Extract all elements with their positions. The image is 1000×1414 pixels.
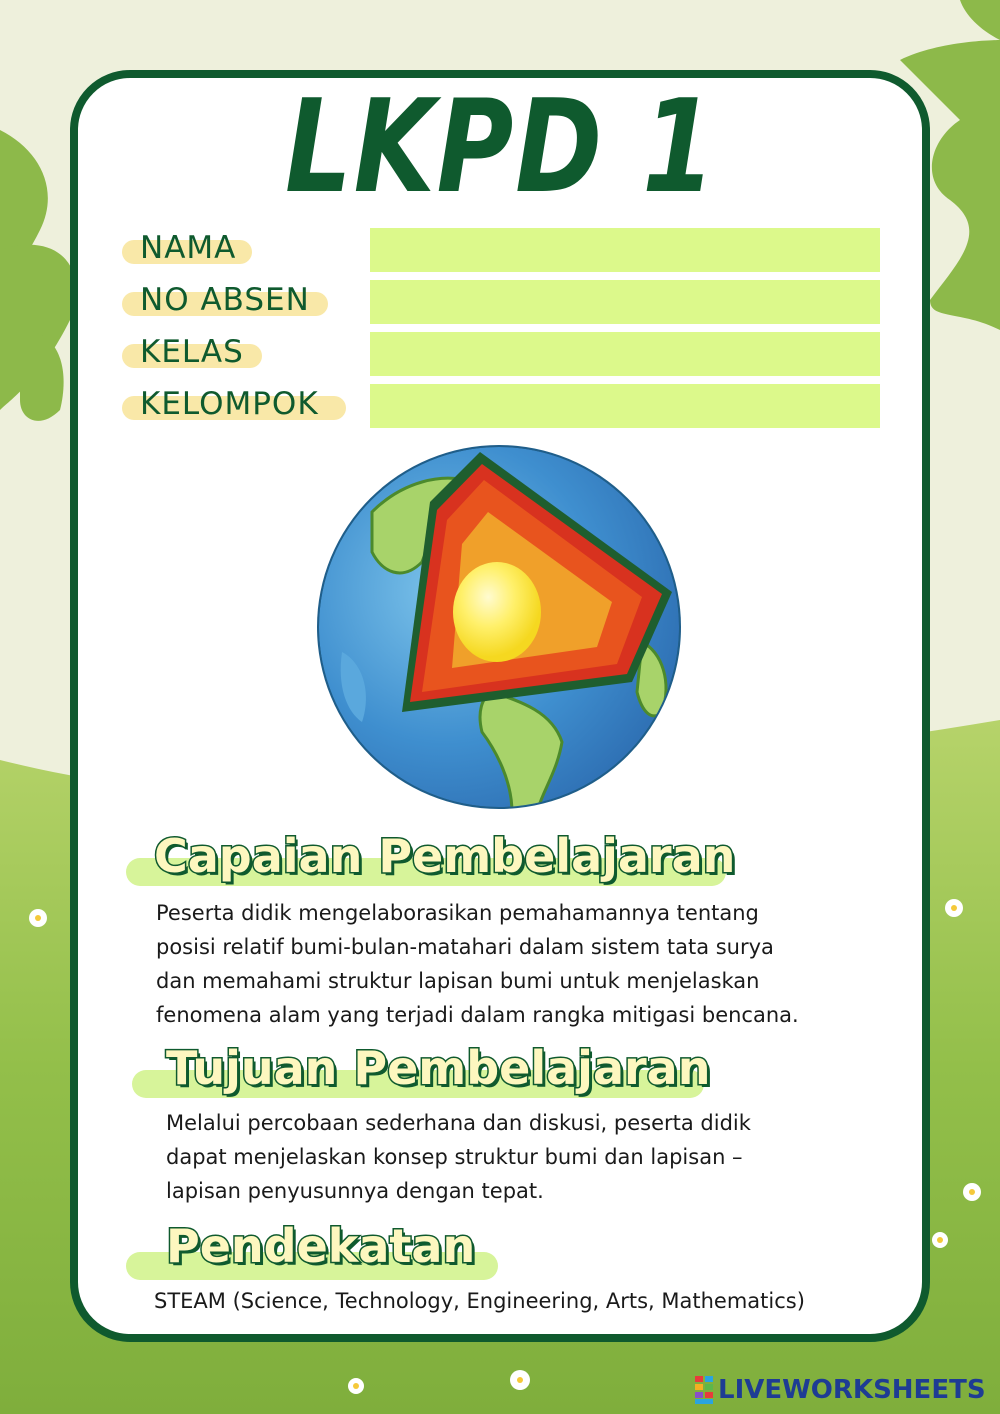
text-line: lapisan penyusunnya dengan tepat. — [166, 1179, 544, 1203]
capaian-title: Capaian Pembelajaran — [154, 829, 736, 883]
field-label-kelompok: KELOMPOK — [140, 386, 319, 422]
text-line: dan memahami struktur lapisan bumi untuk menjelaskan — [156, 969, 760, 993]
capaian-text — [156, 896, 799, 1032]
field-label-nama: NAMA — [140, 230, 237, 266]
watermark-text: LIVEWORKSHEETS — [718, 1375, 986, 1405]
text-line: STEAM (Science, Technology, Engineering, Arts, Mathematics) — [154, 1289, 805, 1313]
field-label-no-absen: NO ABSEN — [140, 282, 310, 318]
earth-layers-icon — [312, 442, 688, 812]
no-absen-input[interactable] — [370, 280, 880, 324]
page-title: LKPD 1 — [285, 73, 717, 222]
text-line: posisi relatif bumi-bulan-matahari dalam sistem tata surya — [156, 935, 774, 959]
liveworksheets-watermark — [694, 1372, 986, 1408]
text-line: Melalui percobaan sederhana dan diskusi, peserta didik — [166, 1111, 751, 1135]
tujuan-text — [166, 1106, 751, 1208]
text-line: dapat menjelaskan konsep struktur bumi dan lapisan – — [166, 1145, 743, 1169]
field-label-kelas: KELAS — [140, 334, 244, 370]
kelas-input[interactable] — [370, 332, 880, 376]
text-line: Peserta didik mengelaborasikan pemahamannya tentang — [156, 901, 759, 925]
kelompok-input[interactable] — [370, 384, 880, 428]
pendekatan-text — [154, 1284, 805, 1318]
nama-input[interactable] — [370, 228, 880, 272]
liveworksheets-logo-icon — [694, 1375, 714, 1405]
pendekatan-title: Pendekatan — [166, 1219, 476, 1273]
tujuan-title: Tujuan Pembelajaran — [166, 1041, 711, 1095]
text-line: fenomena alam yang terjadi dalam rangka mitigasi bencana. — [156, 1003, 799, 1027]
